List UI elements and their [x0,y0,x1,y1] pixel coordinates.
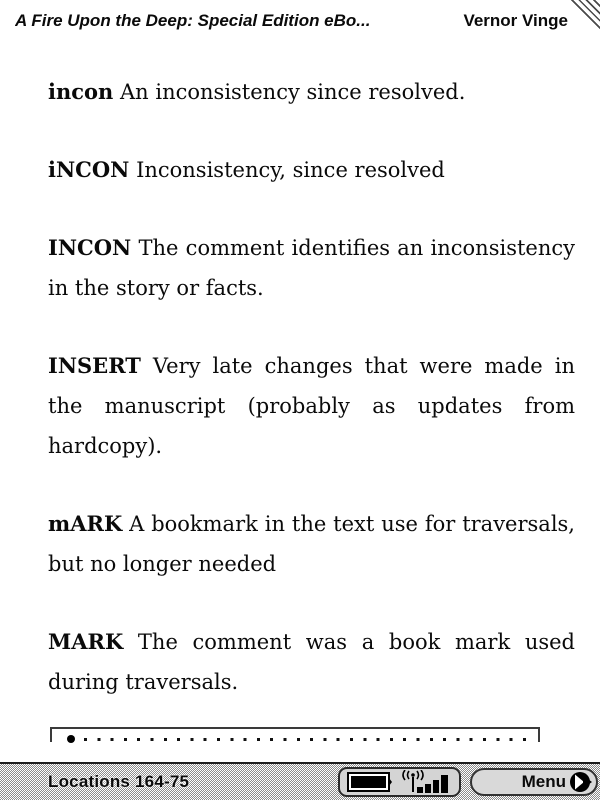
status-bar [0,762,600,800]
glossary-entry [48,346,575,466]
entry-term: INSERT [48,353,141,378]
book-title: A Fire Upon the Deep: Special Edition eBo... [15,11,371,30]
entry-term: INCON [48,235,132,260]
page-content [48,72,575,740]
entry-term: iNCON [48,157,130,182]
glossary-entry [48,622,575,702]
glossary-entry [48,150,575,190]
entry-definition: A bookmark in the text use for traversals, but no longer needed [48,512,575,576]
entry-definition: An inconsistency since resolved. [120,80,466,104]
page-header [15,11,582,31]
entry-definition: Inconsistency, since resolved [136,158,445,182]
battery-signal-indicator [338,767,461,797]
entry-definition: The comment identifies an inconsistency in the story or facts. [48,236,575,300]
entry-term: MARK [48,629,124,654]
wireless-signal-icon [400,770,452,794]
entry-definition: Very late changes that were made in the manuscript (probably as updates from hardcopy). [48,354,575,458]
glossary-entry [48,72,575,112]
menu-button-label: Menu [521,772,566,791]
entry-term: mARK [48,511,123,536]
progress-start-tick [50,729,52,742]
menu-button[interactable] [470,768,598,796]
glossary-entry [48,504,575,584]
progress-current-position-dot [67,735,75,743]
entry-term: incon [48,79,114,104]
locations-label: Locations 164-75 [48,772,190,791]
glossary-entry [48,228,575,308]
menu-arrow-icon [569,770,593,794]
entry-definition: The comment was a book mark used during traversals. [48,630,575,694]
book-author: Vernor Vinge [463,11,568,30]
progress-dots [84,738,534,741]
progress-end-tick [538,729,540,742]
reading-progress-bar [50,727,540,745]
battery-icon [347,772,393,792]
